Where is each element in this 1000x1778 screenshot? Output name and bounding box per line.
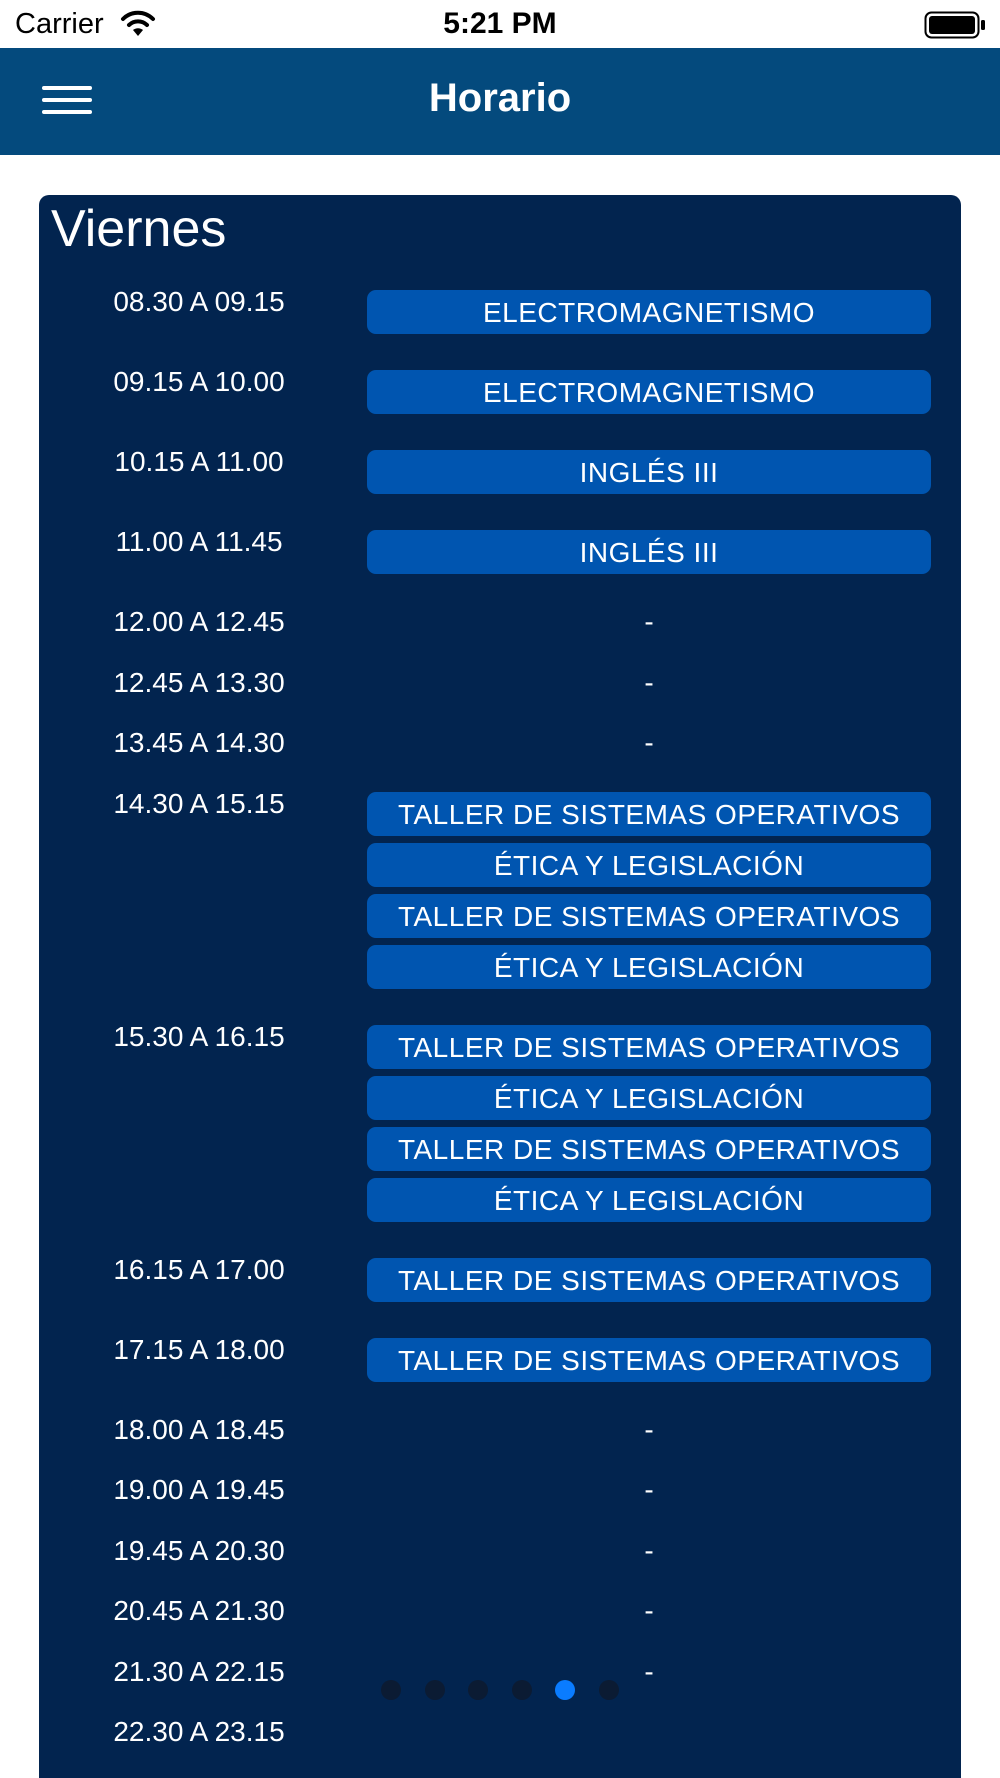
time-slot-label: 13.45 A 14.30 xyxy=(113,727,285,758)
subject-button[interactable]: INGLÉS III xyxy=(367,530,931,574)
empty-slot-dash: - xyxy=(644,666,654,698)
day-schedule-card xyxy=(39,195,961,1778)
time-slot-label: 12.45 A 13.30 xyxy=(113,666,285,698)
subject-button[interactable]: ÉTICA Y LEGISLACIÓN xyxy=(367,945,931,989)
empty-slot-dash: - xyxy=(644,727,654,758)
time-slot-label: 09.15 A 10.00 xyxy=(113,366,285,397)
subject-button[interactable]: TALLER DE SISTEMAS OPERATIVOS xyxy=(367,894,931,938)
time-slot-label: 15.30 A 16.15 xyxy=(113,1020,285,1052)
page-dot[interactable] xyxy=(468,1680,488,1700)
empty-slot-dash: - xyxy=(644,606,654,637)
subject-button[interactable]: ELECTROMAGNETISMO xyxy=(367,370,931,414)
time-slot-label: 22.30 A 23.15 xyxy=(113,1716,285,1747)
nav-bar xyxy=(0,48,1000,155)
subject-button[interactable]: TALLER DE SISTEMAS OPERATIVOS xyxy=(367,1025,931,1069)
subject-button[interactable]: ÉTICA Y LEGISLACIÓN xyxy=(367,1178,931,1222)
status-bar xyxy=(0,0,1000,48)
time-slot-label: 19.45 A 20.30 xyxy=(113,1534,285,1566)
empty-slot-dash: - xyxy=(644,1595,654,1626)
subject-button[interactable]: ÉTICA Y LEGISLACIÓN xyxy=(367,1076,931,1120)
clock: 5:21 PM xyxy=(443,7,557,40)
empty-slot-dash: - xyxy=(644,1413,654,1445)
page-dot[interactable] xyxy=(425,1680,445,1700)
page-dot[interactable] xyxy=(599,1680,619,1700)
time-slot-label: 12.00 A 12.45 xyxy=(113,606,285,637)
empty-slot-dash: - xyxy=(644,1655,654,1687)
subject-button[interactable]: TALLER DE SISTEMAS OPERATIVOS xyxy=(367,1127,931,1171)
time-slot-label: 19.00 A 19.45 xyxy=(113,1474,285,1505)
page-indicator[interactable] xyxy=(0,1680,1000,1710)
battery-icon xyxy=(924,11,986,39)
day-title: Viernes xyxy=(51,200,227,258)
subject-button[interactable]: ELECTROMAGNETISMO xyxy=(367,290,931,334)
subject-button[interactable]: INGLÉS III xyxy=(367,450,931,494)
time-slot-label: 18.00 A 18.45 xyxy=(113,1413,285,1445)
time-slot-label: 20.45 A 21.30 xyxy=(113,1595,285,1626)
subject-button[interactable]: TALLER DE SISTEMAS OPERATIVOS xyxy=(367,792,931,836)
time-slot-label: 16.15 A 17.00 xyxy=(113,1253,285,1285)
empty-slot-dash: - xyxy=(644,1534,654,1566)
page-title: Horario xyxy=(428,76,572,120)
subject-button[interactable]: ÉTICA Y LEGISLACIÓN xyxy=(367,843,931,887)
time-slot-label: 21.30 A 22.15 xyxy=(113,1655,285,1687)
time-slot-label: 17.15 A 18.00 xyxy=(113,1333,285,1365)
time-slot-label: 10.15 A 11.00 xyxy=(114,446,284,477)
carrier-label: Carrier xyxy=(15,8,104,40)
subject-button[interactable]: TALLER DE SISTEMAS OPERATIVOS xyxy=(367,1258,931,1302)
empty-slot-dash: - xyxy=(644,1474,654,1505)
time-slot-label: 14.30 A 15.15 xyxy=(113,787,285,819)
page-dot-active[interactable] xyxy=(555,1680,575,1700)
time-slot-label: 11.00 A 11.45 xyxy=(115,526,283,557)
page-dot[interactable] xyxy=(381,1680,401,1700)
subject-button[interactable]: TALLER DE SISTEMAS OPERATIVOS xyxy=(367,1338,931,1382)
page-dot[interactable] xyxy=(512,1680,532,1700)
time-slot-label: 08.30 A 09.15 xyxy=(113,286,285,317)
